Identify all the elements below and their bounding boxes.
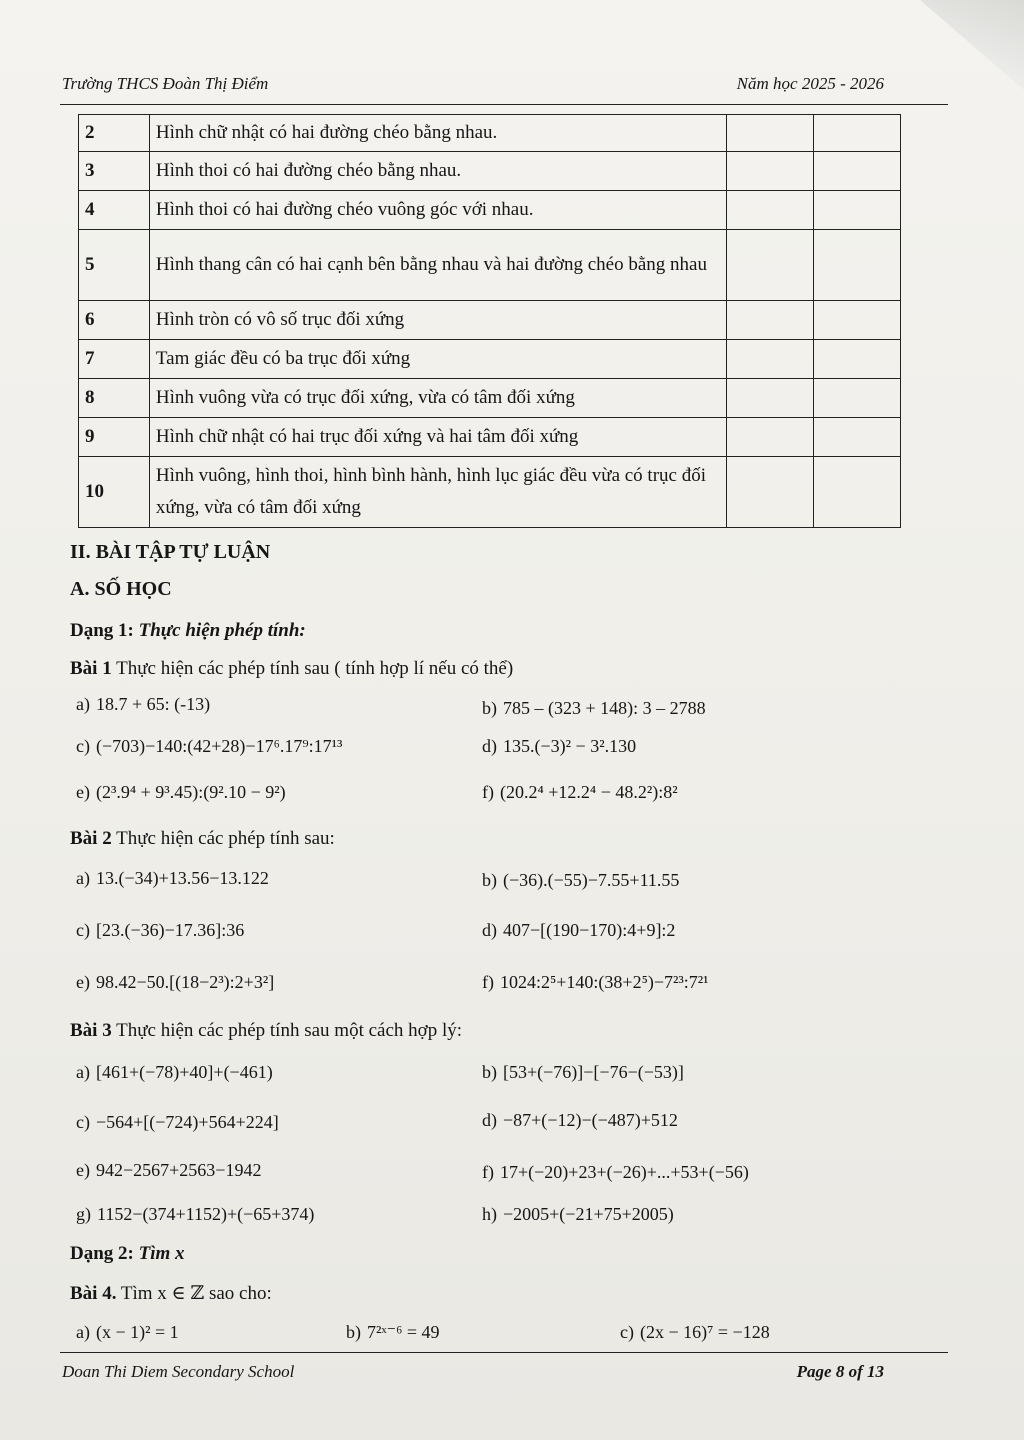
bai2-label: Bài 2	[70, 828, 112, 849]
answer-cell-true	[727, 379, 814, 418]
row-statement: Hình vuông, hình thoi, hình bình hành, hình lục giác đều vừa có trục đối xứng, vừa có tâm đối xứng	[149, 457, 727, 528]
answer-cell-false	[814, 340, 901, 379]
exercise-item: b) (−36).(−55)−7.55+11.55	[482, 870, 680, 890]
school-name: Trường THCS Đoàn Thị Điểm	[62, 74, 269, 93]
row-number: 5	[79, 230, 150, 301]
answer-cell-false	[814, 301, 901, 340]
dang1-heading	[70, 620, 306, 642]
bai4-heading	[70, 1282, 272, 1305]
exercise-item: f) (20.2⁴ +12.2⁴ − 48.2²):8²	[482, 782, 678, 802]
answer-cell-false	[814, 379, 901, 418]
exercise-item: d) −87+(−12)−(−487)+512	[482, 1110, 678, 1130]
exercise-item: h) −2005+(−21+75+2005)	[482, 1204, 674, 1224]
table-row	[79, 379, 901, 418]
page-footer	[62, 1362, 884, 1382]
exercise-item: c) (−703)−140:(42+28)−17⁶.17⁹:17¹³	[76, 736, 343, 756]
table-row	[79, 191, 901, 230]
exercise-item: a) (x − 1)² = 1	[76, 1322, 179, 1342]
bai1-prompt: Thực hiện các phép tính sau ( tính hợp lí nếu có thể)	[116, 658, 514, 679]
bai4-prompt: Tìm x ∈ ℤ sao cho:	[120, 1283, 272, 1304]
exercise-item: d) 407−[(190−170):4+9]:2	[482, 920, 676, 940]
dang1-label: Dạng 1:	[70, 620, 134, 641]
answer-cell-true	[727, 418, 814, 457]
dang2-title: Tìm x	[138, 1243, 185, 1264]
header-divider	[60, 104, 948, 105]
row-number: 10	[79, 457, 150, 528]
row-statement: Hình thoi có hai đường chéo vuông góc với nhau.	[149, 191, 727, 230]
row-number: 9	[79, 418, 150, 457]
exercise-item: b) 7²ˣ⁻⁶ = 49	[346, 1322, 440, 1342]
footer-school: Doan Thi Diem Secondary School	[62, 1362, 295, 1381]
row-statement: Hình chữ nhật có hai đường chéo bằng nhau.	[149, 115, 727, 152]
row-statement: Tam giác đều có ba trục đối xứng	[149, 340, 727, 379]
section-title: II. BÀI TẬP TỰ LUẬN	[70, 541, 271, 563]
page-number: Page 8 of 13	[796, 1362, 884, 1381]
dang2-heading	[70, 1243, 185, 1265]
table-row	[79, 152, 901, 191]
row-number: 4	[79, 191, 150, 230]
row-statement: Hình thang cân có hai cạnh bên bằng nhau và hai đường chéo bằng nhau	[149, 230, 727, 301]
true-false-table	[78, 114, 901, 528]
exercise-item: a) 13.(−34)+13.56−13.122	[76, 868, 269, 888]
answer-cell-false	[814, 457, 901, 528]
exercise-item: c) −564+[(−724)+564+224]	[76, 1112, 279, 1132]
exercise-item: e) (2³.9⁴ + 9³.45):(9².10 − 9²)	[76, 782, 286, 802]
row-number: 8	[79, 379, 150, 418]
exercise-item: e) 98.42−50.[(18−2³):2+3²]	[76, 972, 275, 992]
bai4-label: Bài 4.	[70, 1283, 117, 1304]
bai3-prompt: Thực hiện các phép tính sau một cách hợp lý:	[116, 1020, 463, 1041]
school-year: Năm học 2025 - 2026	[736, 74, 884, 93]
answer-cell-false	[814, 152, 901, 191]
subsection-title: A. SỐ HỌC	[70, 578, 172, 600]
row-statement: Hình tròn có vô số trục đối xứng	[149, 301, 727, 340]
table-row	[79, 115, 901, 152]
table-row	[79, 418, 901, 457]
dang2-label: Dạng 2:	[70, 1243, 134, 1264]
exercise-item: e) 942−2567+2563−1942	[76, 1160, 262, 1180]
answer-cell-false	[814, 191, 901, 230]
dang1-title: Thực hiện phép tính:	[138, 620, 306, 641]
exercise-item: b) [53+(−76)]−[−76−(−53)]	[482, 1062, 684, 1082]
footer-divider	[60, 1352, 948, 1353]
exercise-item: g) 1152−(374+1152)+(−65+374)	[76, 1204, 315, 1224]
exercise-item: f) 1024:2⁵+140:(38+2⁵)−7²³:7²¹	[482, 972, 709, 992]
bai3-heading	[70, 1020, 462, 1042]
table-row	[79, 301, 901, 340]
answer-cell-true	[727, 301, 814, 340]
row-statement: Hình vuông vừa có trục đối xứng, vừa có tâm đối xứng	[149, 379, 727, 418]
exercise-item: a) 18.7 + 65: (-13)	[76, 694, 211, 714]
row-statement: Hình chữ nhật có hai trục đối xứng và hai tâm đối xứng	[149, 418, 727, 457]
exercise-item: b) 785 – (323 + 148): 3 – 2788	[482, 698, 706, 718]
bai1-heading	[70, 658, 513, 680]
bai2-prompt: Thực hiện các phép tính sau:	[116, 828, 335, 849]
exercise-item: c) [23.(−36)−17.36]:36	[76, 920, 245, 940]
row-number: 6	[79, 301, 150, 340]
answer-cell-false	[814, 115, 901, 152]
answer-cell-true	[727, 115, 814, 152]
answer-cell-true	[727, 191, 814, 230]
answer-cell-true	[727, 230, 814, 301]
row-number: 2	[79, 115, 150, 152]
answer-cell-false	[814, 418, 901, 457]
bai1-label: Bài 1	[70, 658, 112, 679]
row-number: 3	[79, 152, 150, 191]
page-header	[62, 74, 884, 94]
exercise-item: d) 135.(−3)² − 3².130	[482, 736, 637, 756]
row-number: 7	[79, 340, 150, 379]
table-row	[79, 340, 901, 379]
answer-cell-true	[727, 340, 814, 379]
bai3-label: Bài 3	[70, 1020, 112, 1041]
page-fold-shadow	[894, 0, 1024, 90]
answer-cell-false	[814, 230, 901, 301]
exercise-item: c) (2x − 16)⁷ = −128	[620, 1322, 770, 1342]
table-row	[79, 457, 901, 528]
exercise-item: f) 17+(−20)+23+(−26)+...+53+(−56)	[482, 1162, 749, 1182]
answer-cell-true	[727, 457, 814, 528]
row-statement: Hình thoi có hai đường chéo bằng nhau.	[149, 152, 727, 191]
answer-cell-true	[727, 152, 814, 191]
exercise-item: a) [461+(−78)+40]+(−461)	[76, 1062, 273, 1082]
table-row	[79, 230, 901, 301]
bai2-heading	[70, 828, 335, 850]
